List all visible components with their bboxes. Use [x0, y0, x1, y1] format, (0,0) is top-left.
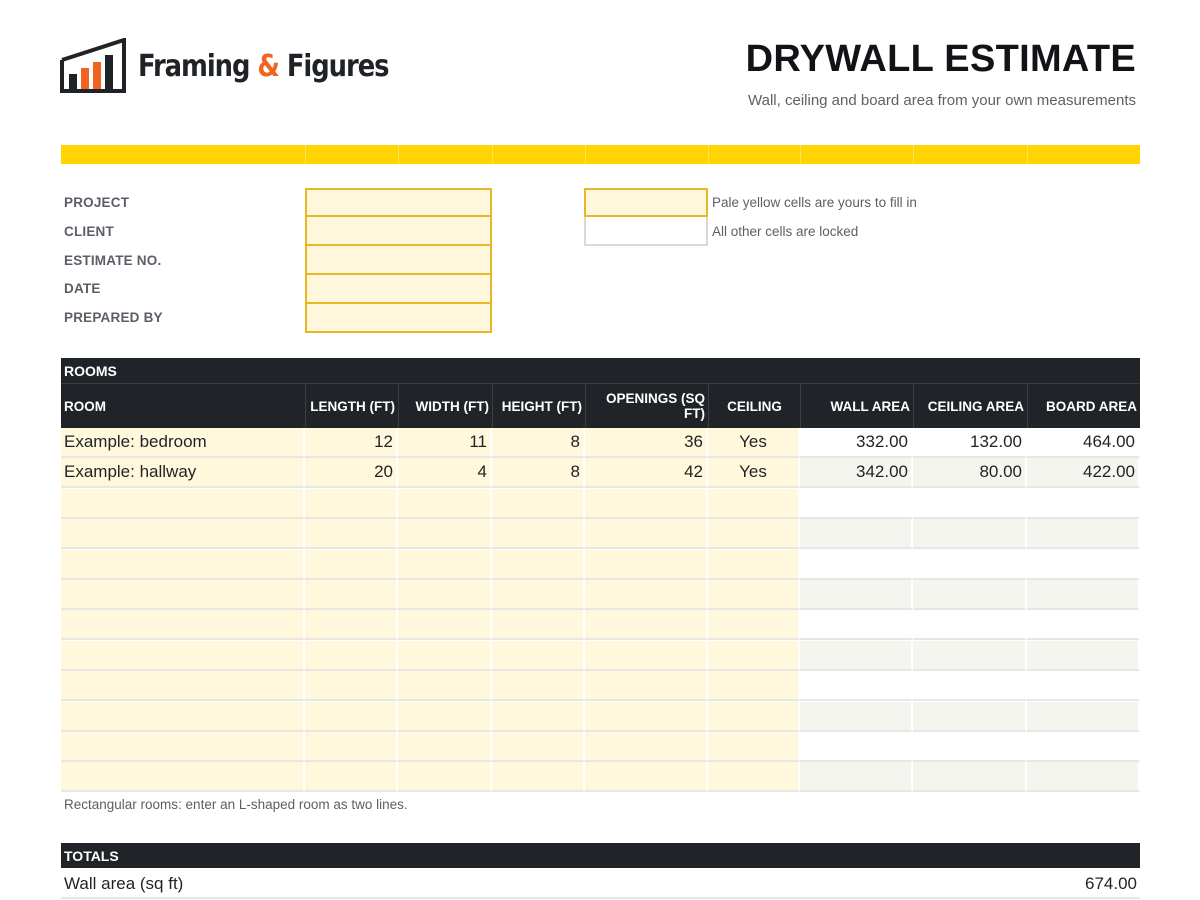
header-accent-bar: [61, 145, 1140, 164]
cell-ceiling[interactable]: [708, 732, 800, 762]
cell-openings[interactable]: [585, 519, 708, 549]
legend-locked-swatch: [584, 217, 708, 246]
table-row: [61, 428, 1140, 458]
cell-ceiling[interactable]: [708, 641, 800, 671]
cell-ceiling-area: [913, 702, 1027, 732]
rooms-section-title: ROOMS: [64, 363, 117, 379]
cell-board-area: [1027, 762, 1140, 792]
cell-length[interactable]: [305, 550, 398, 580]
cell-ceiling-area: 80.00: [913, 458, 1027, 488]
cell-ceiling[interactable]: [708, 702, 800, 732]
client-field[interactable]: [305, 217, 492, 246]
legend-input-swatch: [584, 188, 708, 217]
cell-ceiling[interactable]: [708, 762, 800, 792]
cell-wall-area: 342.00: [800, 458, 913, 488]
cell-room[interactable]: Example: bedroom: [61, 428, 305, 458]
cell-room[interactable]: [61, 519, 305, 549]
cell-width[interactable]: [398, 550, 492, 580]
cell-width[interactable]: 11: [398, 428, 492, 458]
cell-room[interactable]: [61, 610, 305, 640]
table-row: [61, 458, 1140, 488]
cell-board-area: [1027, 702, 1140, 732]
cell-board-area: [1027, 580, 1140, 610]
cell-ceiling[interactable]: Yes: [708, 428, 800, 458]
cell-height[interactable]: [492, 671, 585, 701]
cell-room[interactable]: Example: hallway: [61, 458, 305, 488]
cell-ceiling[interactable]: [708, 610, 800, 640]
cell-wall-area: [800, 550, 913, 580]
cell-height[interactable]: [492, 489, 585, 519]
cell-ceiling[interactable]: [708, 519, 800, 549]
cell-board-area: [1027, 671, 1140, 701]
col-openings: OPENINGS (SQ FT): [585, 383, 708, 428]
cell-wall-area: [800, 762, 913, 792]
cell-openings[interactable]: 42: [585, 458, 708, 488]
cell-height[interactable]: [492, 519, 585, 549]
cell-width[interactable]: [398, 519, 492, 549]
cell-ceiling-area: [913, 519, 1027, 549]
cell-openings[interactable]: [585, 641, 708, 671]
prepared-by-label: PREPARED BY: [64, 310, 163, 325]
brand-logo: [60, 38, 429, 94]
client-label: CLIENT: [64, 224, 114, 239]
cell-openings[interactable]: [585, 671, 708, 701]
totals-section-header: [61, 843, 1140, 868]
cell-width[interactable]: [398, 732, 492, 762]
cell-openings[interactable]: [585, 489, 708, 519]
cell-width[interactable]: [398, 610, 492, 640]
cell-ceiling[interactable]: Yes: [708, 458, 800, 488]
cell-length[interactable]: [305, 702, 398, 732]
project-label: PROJECT: [64, 195, 130, 210]
cell-ceiling-area: [913, 580, 1027, 610]
cell-board-area: [1027, 519, 1140, 549]
cell-openings[interactable]: [585, 702, 708, 732]
cell-ceiling[interactable]: [708, 550, 800, 580]
table-row: [61, 762, 1140, 792]
page-title: DRYWALL ESTIMATE: [745, 38, 1136, 80]
brand-name: Framing & Figures: [138, 48, 389, 84]
cell-ceiling-area: [913, 732, 1027, 762]
cell-ceiling-area: [913, 762, 1027, 792]
cell-height[interactable]: [492, 702, 585, 732]
cell-ceiling-area: [913, 489, 1027, 519]
cell-ceiling-area: [913, 641, 1027, 671]
cell-room[interactable]: [61, 580, 305, 610]
cell-room[interactable]: [61, 702, 305, 732]
cell-board-area: [1027, 550, 1140, 580]
totals-wall-area-value: 674.00: [1085, 874, 1137, 893]
cell-board-area: [1027, 732, 1140, 762]
cell-room[interactable]: [61, 732, 305, 762]
cell-board-area: [1027, 489, 1140, 519]
rooms-note: Rectangular rooms: enter an L-shaped room as two lines.: [64, 797, 408, 812]
cell-length[interactable]: 12: [305, 428, 398, 458]
table-row: [61, 671, 1140, 701]
cell-wall-area: [800, 641, 913, 671]
cell-openings[interactable]: [585, 550, 708, 580]
totals-wall-area-row: [61, 868, 1140, 899]
col-height: HEIGHT (FT): [492, 383, 585, 428]
cell-board-area: [1027, 641, 1140, 671]
col-width: WIDTH (FT): [398, 383, 492, 428]
table-row: [61, 641, 1140, 671]
table-row: [61, 732, 1140, 762]
cell-board-area: [1027, 610, 1140, 640]
estimate-no-label: ESTIMATE NO.: [64, 253, 162, 268]
cell-ceiling-area: [913, 671, 1027, 701]
cell-width[interactable]: [398, 489, 492, 519]
cell-wall-area: [800, 489, 913, 519]
cell-width[interactable]: [398, 762, 492, 792]
rooms-section-header: [61, 358, 1140, 383]
cell-wall-area: [800, 671, 913, 701]
cell-height[interactable]: 8: [492, 428, 585, 458]
cell-wall-area: [800, 580, 913, 610]
cell-height[interactable]: 8: [492, 458, 585, 488]
cell-length[interactable]: [305, 519, 398, 549]
cell-height[interactable]: [492, 762, 585, 792]
cell-width[interactable]: [398, 702, 492, 732]
cell-room[interactable]: [61, 671, 305, 701]
totals-section-title: TOTALS: [64, 848, 119, 864]
cell-openings[interactable]: [585, 762, 708, 792]
totals-wall-area-label: Wall area (sq ft): [64, 874, 184, 893]
date-field[interactable]: [305, 275, 492, 304]
legend-input-note: Pale yellow cells are yours to fill in: [712, 195, 917, 210]
col-room: ROOM: [61, 383, 305, 428]
brand-ampersand: &: [257, 48, 279, 84]
cell-ceiling-area: [913, 550, 1027, 580]
cell-room[interactable]: [61, 641, 305, 671]
table-row: [61, 702, 1140, 732]
cell-ceiling[interactable]: [708, 489, 800, 519]
date-label: DATE: [64, 281, 101, 296]
cell-length[interactable]: [305, 580, 398, 610]
cell-width[interactable]: [398, 641, 492, 671]
cell-length[interactable]: [305, 671, 398, 701]
cell-height[interactable]: [492, 641, 585, 671]
page-subtitle: Wall, ceiling and board area from your own measurements: [748, 92, 1136, 109]
cell-wall-area: [800, 732, 913, 762]
cell-length[interactable]: [305, 641, 398, 671]
cell-height[interactable]: [492, 580, 585, 610]
cell-openings[interactable]: [585, 580, 708, 610]
cell-wall-area: [800, 702, 913, 732]
project-field[interactable]: [305, 188, 492, 217]
prepared-by-field[interactable]: [305, 304, 492, 333]
cell-length[interactable]: [305, 610, 398, 640]
table-row: [61, 580, 1140, 610]
cell-openings[interactable]: [585, 610, 708, 640]
table-row: [61, 489, 1140, 519]
cell-length[interactable]: 20: [305, 458, 398, 488]
cell-room[interactable]: [61, 550, 305, 580]
cell-board-area: 464.00: [1027, 428, 1140, 458]
cell-ceiling-area: [913, 610, 1027, 640]
col-ceiling-area: CEILING AREA: [913, 383, 1027, 428]
cell-ceiling[interactable]: [708, 580, 800, 610]
legend-locked-note: All other cells are locked: [712, 224, 859, 239]
table-row: [61, 550, 1140, 580]
cell-length[interactable]: [305, 489, 398, 519]
cell-wall-area: [800, 610, 913, 640]
table-row: [61, 519, 1140, 549]
cell-room[interactable]: [61, 762, 305, 792]
cell-ceiling[interactable]: [708, 671, 800, 701]
table-row: [61, 610, 1140, 640]
cell-width[interactable]: [398, 580, 492, 610]
col-wall-area: WALL AREA: [800, 383, 913, 428]
cell-height[interactable]: [492, 610, 585, 640]
cell-wall-area: [800, 519, 913, 549]
cell-length[interactable]: [305, 732, 398, 762]
cell-wall-area: 332.00: [800, 428, 913, 458]
cell-board-area: 422.00: [1027, 458, 1140, 488]
col-length: LENGTH (FT): [305, 383, 398, 428]
estimate-no-field[interactable]: [305, 246, 492, 275]
cell-height[interactable]: [492, 550, 585, 580]
cell-height[interactable]: [492, 732, 585, 762]
cell-openings[interactable]: [585, 732, 708, 762]
cell-openings[interactable]: 36: [585, 428, 708, 458]
col-board-area: BOARD AREA: [1027, 383, 1140, 428]
cell-length[interactable]: [305, 762, 398, 792]
cell-ceiling-area: 132.00: [913, 428, 1027, 458]
bar-chart-house-icon: [60, 38, 126, 94]
cell-room[interactable]: [61, 489, 305, 519]
cell-width[interactable]: 4: [398, 458, 492, 488]
cell-width[interactable]: [398, 671, 492, 701]
col-ceiling: CEILING: [708, 383, 800, 428]
